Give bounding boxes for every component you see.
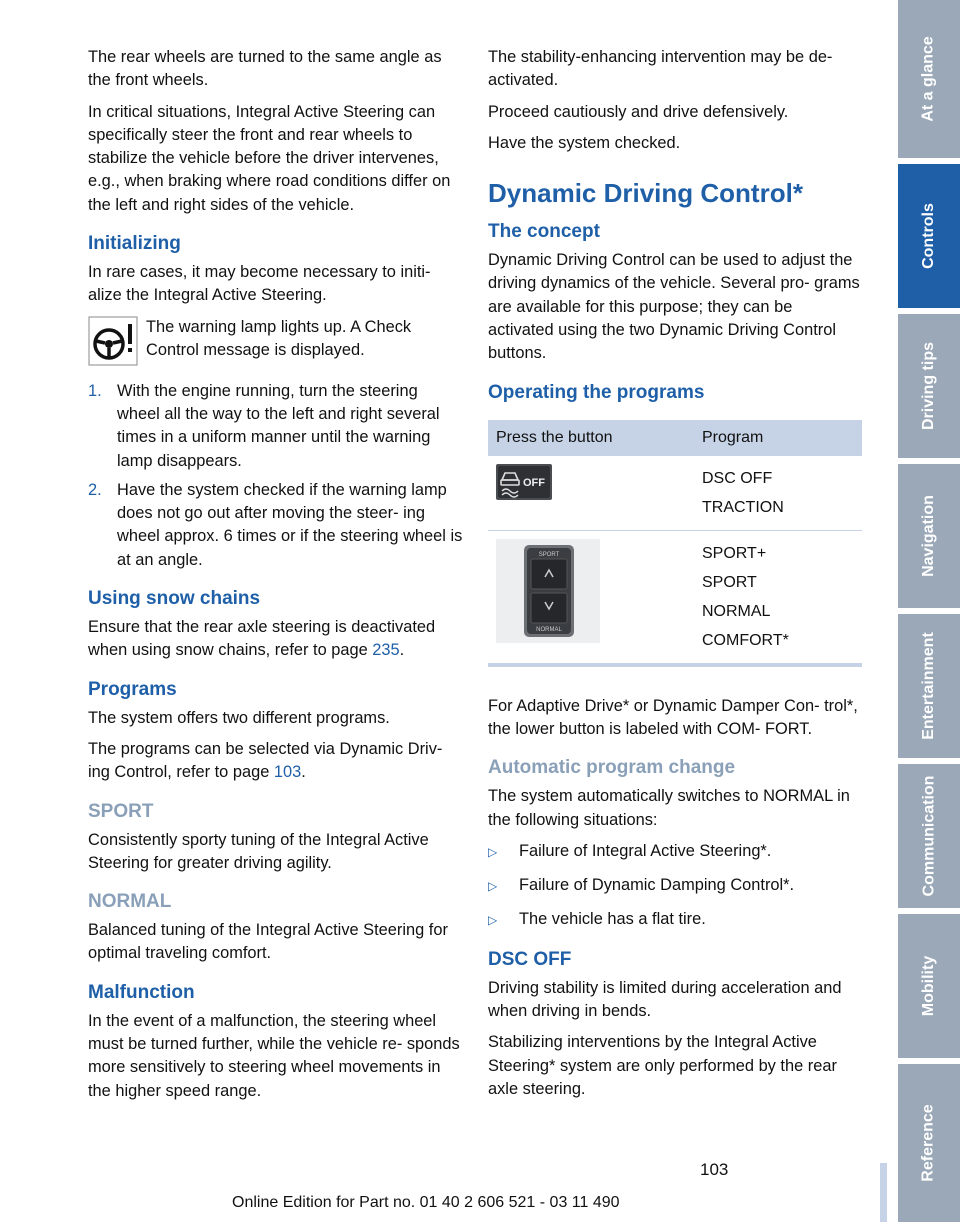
table-header: Press the button <box>488 420 694 456</box>
step-text: With the engine running, turn the steering wheel all the way to the left and right several times in a uniform manner until the warning lamp disappears. <box>117 381 440 470</box>
section-heading-sport: SPORT <box>88 800 154 822</box>
paragraph: The stability-enhancing intervention may be de- activated. <box>488 48 833 90</box>
tab-label: Reference <box>920 1104 937 1182</box>
list-item <box>488 874 862 898</box>
section-heading-malfunction: Malfunction <box>88 981 195 1003</box>
list-item <box>488 840 862 864</box>
step-text: Have the system checked if the warning lamp does not go out after moving the steer- ing wheel approx. 6 times or if the steering wheel is at an angle. <box>117 480 463 569</box>
program-name: NORMAL <box>702 602 771 620</box>
section-heading-normal: NORMAL <box>88 891 172 913</box>
page-number: 103 <box>700 1160 729 1179</box>
program-name: COMFORT* <box>702 631 789 649</box>
sport-switch-label: SPORT <box>538 551 560 558</box>
paragraph <box>88 616 464 663</box>
section-heading-dsc-off: DSC OFF <box>488 948 572 970</box>
program-name: SPORT <box>702 573 757 591</box>
paragraph: The system automatically switches to NORMAL in the following situations: <box>488 787 850 829</box>
dsc-off-button-icon <box>496 464 552 500</box>
table-row <box>488 456 862 531</box>
warning-lamp-row <box>88 316 464 366</box>
paragraph: In the event of a malfunction, the steering wheel must be turned further, while the vehicle re- sponds more sensitively to steering wheel movements in the higher speed range. <box>88 1011 460 1100</box>
tab-label: Controls <box>920 203 937 269</box>
dsc-off-button-label: OFF <box>523 476 545 489</box>
section-heading-concept: The concept <box>488 221 600 243</box>
paragraph: Have the system checked. <box>488 133 681 152</box>
paragraph: Stabilizing interventions by the Integral Active Steering* system are only performed by the rear axle steering. <box>488 1033 837 1098</box>
paragraph: Consistently sporty tuning of the Integral Active Steering for greater driving agility. <box>88 830 429 872</box>
paragraph: In rare cases, it may become necessary to initi- alize the Integral Active Steering. <box>88 263 431 305</box>
list-item <box>88 380 464 473</box>
tab-label: Communication <box>920 775 938 897</box>
paragraph: For Adaptive Drive* or Dynamic Damper Con- trol*, the lower button is labeled with COM- FORT. <box>488 696 858 738</box>
section-heading-auto-change: Automatic program change <box>488 757 736 779</box>
section-heading-operating: Operating the programs <box>488 381 705 403</box>
chapter-sidebar <box>898 0 960 1222</box>
tab-communication[interactable] <box>898 764 960 908</box>
triangle-bullet-icon: ▷ <box>488 844 498 859</box>
program-name: SPORT+ <box>702 544 767 562</box>
tab-label: At a glance <box>920 36 938 122</box>
triangle-bullet-icon: ▷ <box>488 879 498 894</box>
paragraph: Dynamic Driving Control can be used to adjust the driving dynamics of the vehicle. Several pro- grams are available for this purpose; they can be activated using the two Dynamic Driving Control buttons. <box>488 251 860 363</box>
program-name: TRACTION <box>702 498 784 516</box>
tab-label: Navigation <box>920 495 938 577</box>
period: . <box>399 641 405 660</box>
steering-warning-icon <box>88 316 138 366</box>
table-cell <box>694 456 862 531</box>
normal-switch-label: NORMAL <box>536 626 562 633</box>
period: . <box>301 763 306 782</box>
tab-label: Driving tips <box>920 341 938 431</box>
list-item-text: Failure of Dynamic Damping Control*. <box>519 876 795 895</box>
list-item <box>488 908 862 932</box>
table-row <box>488 530 862 665</box>
programs-text: The programs can be selected via Dynamic Driv- ing Control, refer to page <box>88 739 443 782</box>
triangle-bullet-icon: ▷ <box>488 913 498 928</box>
paragraph: Balanced tuning of the Integral Active Steering for optimal traveling comfort. <box>88 921 448 963</box>
tab-reference[interactable] <box>898 1064 960 1222</box>
chapter-title: Dynamic Driving Control* <box>488 178 803 209</box>
sport-normal-switch-icon <box>496 539 600 643</box>
table-cell <box>694 530 862 665</box>
table-header-row <box>488 420 862 456</box>
warning-text: The warning lamp lights up. A Check Control message is displayed. <box>146 317 412 359</box>
right-column <box>488 46 862 1109</box>
step-number: 1. <box>88 381 102 400</box>
paragraph: Proceed cautiously and drive defensively. <box>488 102 789 121</box>
page-link-103[interactable]: 103 <box>273 763 302 782</box>
tab-mobility[interactable] <box>898 914 960 1058</box>
tab-controls[interactable] <box>898 164 960 308</box>
page-link-235[interactable]: 235 <box>372 641 400 660</box>
tab-driving-tips[interactable] <box>898 314 960 458</box>
auto-change-list <box>488 840 862 933</box>
paragraph: Driving stability is limited during acceleration and when driving in bends. <box>488 978 842 1021</box>
table-header: Program <box>694 420 862 456</box>
program-name: DSC OFF <box>702 469 773 487</box>
snow-text: Ensure that the rear axle steering is deactivated when using snow chains, refer to page <box>88 618 436 660</box>
table-cell <box>488 530 694 665</box>
list-item-text: Failure of Integral Active Steering*. <box>519 841 772 860</box>
paragraph <box>88 738 464 785</box>
tab-label: Entertainment <box>920 632 938 740</box>
edition-footer: Online Edition for Part no. 01 40 2 606 521 - 03 11 490 <box>232 1194 620 1211</box>
paragraph: In critical situations, Integral Active Steering can specifically steer the front and rear wheels to stabilize the vehicle before the driver intervenes, e.g., when braking where road conditions differ on the left and right sides of the vehicle. <box>88 102 451 214</box>
left-column <box>88 46 464 1111</box>
tab-at-a-glance[interactable] <box>898 0 960 158</box>
list-item-text: The vehicle has a flat tire. <box>519 910 706 929</box>
step-number: 2. <box>88 480 102 499</box>
steps-list <box>88 380 464 572</box>
page-marker-bar <box>880 1163 887 1222</box>
table-cell <box>488 456 694 531</box>
tab-entertainment[interactable] <box>898 614 960 758</box>
section-heading-programs: Programs <box>88 678 177 700</box>
section-heading-snow-chains: Using snow chains <box>88 588 261 610</box>
programs-table <box>488 420 862 667</box>
section-heading-initializing: Initializing <box>88 233 181 255</box>
paragraph: The system offers two different programs. <box>88 708 390 727</box>
paragraph: The rear wheels are turned to the same angle as the front wheels. <box>88 48 442 90</box>
tab-navigation[interactable] <box>898 464 960 608</box>
list-item <box>88 479 464 572</box>
tab-label: Mobility <box>920 955 937 1017</box>
